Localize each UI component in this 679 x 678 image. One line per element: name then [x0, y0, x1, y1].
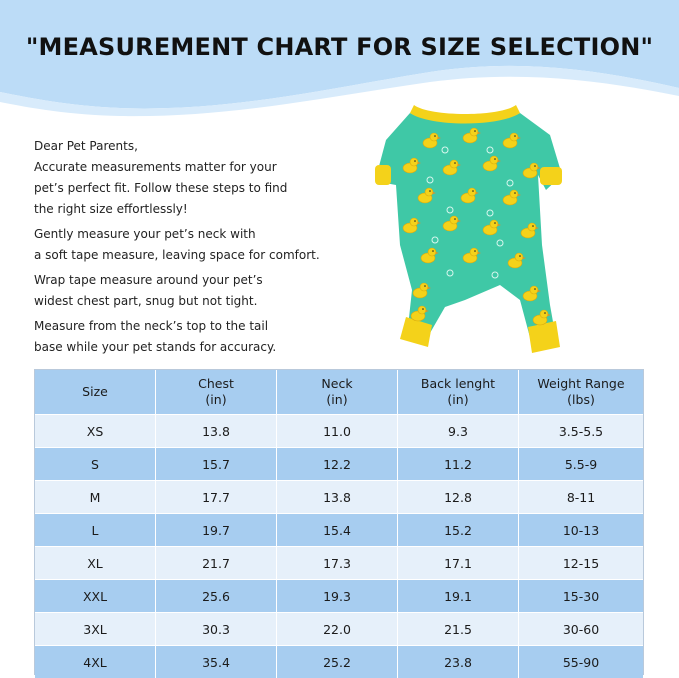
- header-neck: Neck (in): [277, 370, 398, 415]
- back-length-cell: 23.8: [398, 646, 519, 678]
- size-cell: XL: [35, 547, 156, 580]
- chest-cell: 15.7: [156, 448, 277, 481]
- instruction-line: Measure from the neck’s top to the tail: [34, 319, 269, 333]
- size-cell: L: [35, 514, 156, 547]
- back-length-cell: 19.1: [398, 580, 519, 613]
- weight-cell: 8-11: [519, 481, 643, 514]
- weight-cell: 3.5-5.5: [519, 415, 643, 448]
- weight-cell: 15-30: [519, 580, 643, 613]
- weight-cell: 30-60: [519, 613, 643, 646]
- weight-cell: 55-90: [519, 646, 643, 678]
- back-length-cell: 12.8: [398, 481, 519, 514]
- size-cell: M: [35, 481, 156, 514]
- intro-line: the right size effortlessly!: [34, 202, 188, 216]
- page-title: "MEASUREMENT CHART FOR SIZE SELECTION": [25, 33, 654, 61]
- size-cell: 4XL: [35, 646, 156, 678]
- neck-cell: 17.3: [277, 547, 398, 580]
- chest-cell: 17.7: [156, 481, 277, 514]
- size-cell: 3XL: [35, 613, 156, 646]
- header-weight-range: Weight Range (lbs): [519, 370, 643, 415]
- back-length-cell: 9.3: [398, 415, 519, 448]
- greeting-line: Dear Pet Parents,: [34, 139, 138, 153]
- chest-cell: 25.6: [156, 580, 277, 613]
- instruction-line: base while your pet stands for accuracy.: [34, 340, 277, 354]
- table-row: [35, 547, 643, 580]
- size-cell: XS: [35, 415, 156, 448]
- neck-cell: 13.8: [277, 481, 398, 514]
- neck-instruction: [34, 224, 334, 266]
- instruction-line: Gently measure your pet’s neck with: [34, 227, 256, 241]
- back-length-cell: 15.2: [398, 514, 519, 547]
- instruction-line: a soft tape measure, leaving space for comfort.: [34, 248, 320, 262]
- neck-cell: 22.0: [277, 613, 398, 646]
- size-cell: XXL: [35, 580, 156, 613]
- weight-cell: 10-13: [519, 514, 643, 547]
- neck-cell: 12.2: [277, 448, 398, 481]
- table-row: [35, 415, 643, 448]
- instruction-line: widest chest part, snug but not tight.: [34, 294, 258, 308]
- table-row: [35, 481, 643, 514]
- table-header-row: [35, 370, 643, 415]
- weight-cell: 12-15: [519, 547, 643, 580]
- chest-cell: 13.8: [156, 415, 277, 448]
- intro-line: Accurate measurements matter for your: [34, 160, 277, 174]
- chest-cell: 35.4: [156, 646, 277, 678]
- chest-cell: 19.7: [156, 514, 277, 547]
- header-size: Size: [35, 370, 156, 415]
- back-length-cell: 11.2: [398, 448, 519, 481]
- table-row: [35, 514, 643, 547]
- intro-line: pet’s perfect fit. Follow these steps to find: [34, 181, 288, 195]
- chest-cell: 21.7: [156, 547, 277, 580]
- size-cell: S: [35, 448, 156, 481]
- intro-text: [34, 136, 334, 362]
- neck-cell: 15.4: [277, 514, 398, 547]
- table-row: [35, 646, 643, 678]
- chest-cell: 30.3: [156, 613, 277, 646]
- table-row: [35, 580, 643, 613]
- dog-pajama-image: [350, 95, 580, 370]
- back-length-cell: 21.5: [398, 613, 519, 646]
- chest-instruction: [34, 270, 334, 312]
- weight-cell: 5.5-9: [519, 448, 643, 481]
- greeting-paragraph: [34, 136, 334, 220]
- back-length-cell: 17.1: [398, 547, 519, 580]
- back-instruction: [34, 316, 334, 358]
- neck-cell: 19.3: [277, 580, 398, 613]
- neck-cell: 11.0: [277, 415, 398, 448]
- header-chest: Chest (in): [156, 370, 277, 415]
- neck-cell: 25.2: [277, 646, 398, 678]
- table-row: [35, 613, 643, 646]
- header-back-length: Back lenght (in): [398, 370, 519, 415]
- instruction-line: Wrap tape measure around your pet’s: [34, 273, 263, 287]
- table-row: [35, 448, 643, 481]
- size-chart-table: [34, 369, 644, 675]
